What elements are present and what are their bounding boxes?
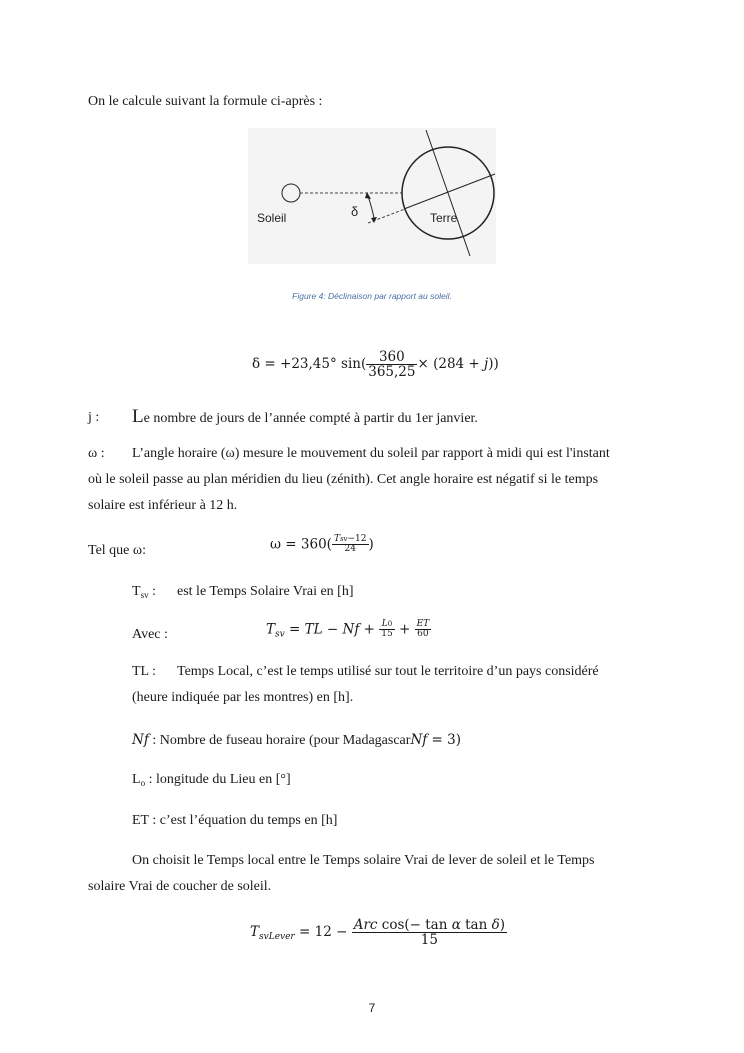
lo-def-sub: o bbox=[140, 778, 146, 788]
formula-lever-alpha: α bbox=[451, 917, 461, 933]
formula-lever-arc: Arc bbox=[353, 917, 378, 933]
formula-omega-num-var: T bbox=[333, 534, 340, 544]
declination-figure bbox=[248, 128, 496, 264]
nf-def bbox=[132, 732, 461, 749]
formula-tsv-frac1-sub: 0 bbox=[387, 620, 393, 628]
formula-omega-num-sub: sv bbox=[339, 535, 348, 543]
page-number: 7 bbox=[368, 1001, 376, 1015]
lo-def bbox=[132, 772, 291, 788]
formula-tsv-frac1-var: L bbox=[381, 619, 388, 629]
formula-delta-den: 365,25 bbox=[368, 364, 416, 381]
intro-text: On le calcule suivant la formule ci-après : bbox=[88, 94, 323, 109]
formula-delta-rhs: × (284 + bbox=[417, 356, 485, 373]
formula-omega-fraction bbox=[332, 535, 369, 555]
formula-lever-delta: δ bbox=[491, 917, 500, 933]
def-j-body: e nombre de jours de l’année compté à partir du 1er janvier. bbox=[143, 411, 478, 426]
label-soleil: Soleil bbox=[257, 211, 287, 225]
formula-omega-num-rest: −12 bbox=[347, 534, 367, 544]
def-omega-line3: solaire est inférieur à 12 h. bbox=[88, 498, 238, 513]
formula-tsv-sub: sv bbox=[275, 629, 285, 640]
formula-tsv-plus: + bbox=[359, 621, 380, 638]
formula-lever-den: 15 bbox=[352, 932, 507, 947]
choice-line1: On choisit le Temps local entre le Temps solaire Vrai de lever de soleil et le Temps bbox=[132, 853, 595, 868]
formula-tsv-T: T bbox=[266, 621, 276, 638]
tsv-def-colon: : bbox=[148, 584, 156, 599]
label-delta: δ bbox=[351, 204, 359, 219]
def-j-big-letter: L bbox=[132, 406, 144, 427]
formula-tsv-frac1-den: 15 bbox=[381, 629, 393, 640]
formula-tsv-eq: = bbox=[284, 621, 305, 638]
tel-que-label: Tel que ω: bbox=[88, 543, 146, 558]
formula-delta bbox=[252, 350, 499, 379]
tsv-def-term bbox=[132, 584, 156, 600]
sun-circle bbox=[282, 184, 300, 202]
formula-lever-fraction bbox=[352, 918, 507, 947]
formula-lever-sub: svLever bbox=[259, 932, 295, 943]
formula-tsv-minus: − bbox=[322, 621, 343, 638]
tl-def-line1: Temps Local, c’est le temps utilisé sur tout le territoire d’un pays considéré bbox=[177, 664, 599, 679]
def-omega-term: ω : bbox=[88, 446, 105, 461]
nf-def-eq: = 3) bbox=[427, 732, 461, 748]
et-def: ET : c’est l’équation du temps en [h] bbox=[132, 813, 338, 828]
declination-diagram bbox=[248, 128, 496, 264]
tsv-def-text: est le Temps Solaire Vrai en [h] bbox=[177, 584, 354, 599]
formula-tsv-plus2: + bbox=[394, 621, 415, 638]
choice-line2: solaire Vrai de coucher de soleil. bbox=[88, 879, 272, 894]
lo-def-L: L bbox=[132, 772, 141, 787]
def-j-term: j : bbox=[88, 410, 100, 425]
formula-delta-fraction bbox=[366, 350, 417, 379]
tsv-def-T: T bbox=[132, 584, 141, 599]
formula-lever-close: ) bbox=[499, 917, 506, 933]
formula-omega-lhs: ω = 360( bbox=[270, 536, 332, 553]
formula-delta-var: j bbox=[484, 356, 489, 373]
formula-tsv-frac2-num: ET bbox=[416, 619, 430, 629]
formula-lever-T: T bbox=[250, 924, 260, 941]
figure-caption: Figure 4: Déclinaison par rapport au soleil. bbox=[292, 291, 452, 301]
formula-omega bbox=[270, 535, 374, 555]
formula-lever bbox=[250, 918, 507, 947]
tsv-def-sub: sv bbox=[140, 590, 149, 600]
formula-tsv-TL: TL bbox=[304, 621, 323, 638]
def-omega-line2: où le soleil passe au plan méridien du lieu (zénith). Cet angle horaire est négatif si le temps bbox=[88, 472, 599, 487]
label-terre: Terre bbox=[430, 211, 458, 225]
tl-def-term: TL : bbox=[132, 664, 156, 679]
formula-delta-lhs: δ = +23,45° sin( bbox=[252, 356, 367, 373]
def-omega-line1: L’angle horaire (ω) mesure le mouvement du soleil par rapport à midi qui est l'instant bbox=[132, 446, 610, 461]
formula-delta-num: 360 bbox=[378, 349, 405, 365]
formula-tsv bbox=[266, 620, 431, 640]
formula-lever-tan2: tan bbox=[460, 917, 492, 933]
formula-tsv-frac2-den: 60 bbox=[415, 629, 432, 639]
nf-def-text: : Nombre de fuseau horaire (pour Madagascar bbox=[148, 733, 411, 748]
formula-omega-close: ) bbox=[368, 536, 374, 553]
formula-tsv-frac2 bbox=[415, 620, 432, 640]
tl-def-line2: (heure indiquée par les montres) en [h]. bbox=[132, 690, 354, 705]
def-j-text bbox=[132, 406, 478, 428]
formula-tsv-Nf: Nf bbox=[342, 621, 360, 638]
formula-tsv-frac1 bbox=[379, 620, 394, 640]
lo-def-text: : longitude du Lieu en [°] bbox=[145, 772, 291, 787]
formula-delta-close: )) bbox=[488, 356, 499, 373]
nf-def-var: Nf bbox=[132, 732, 149, 748]
formula-lever-cos: cos(− tan bbox=[377, 917, 452, 933]
avec-label: Avec : bbox=[132, 627, 168, 642]
formula-lever-eq: = 12 − bbox=[294, 924, 352, 941]
formula-omega-den: 24 bbox=[332, 544, 369, 554]
nf-def-var2: Nf bbox=[410, 732, 428, 748]
